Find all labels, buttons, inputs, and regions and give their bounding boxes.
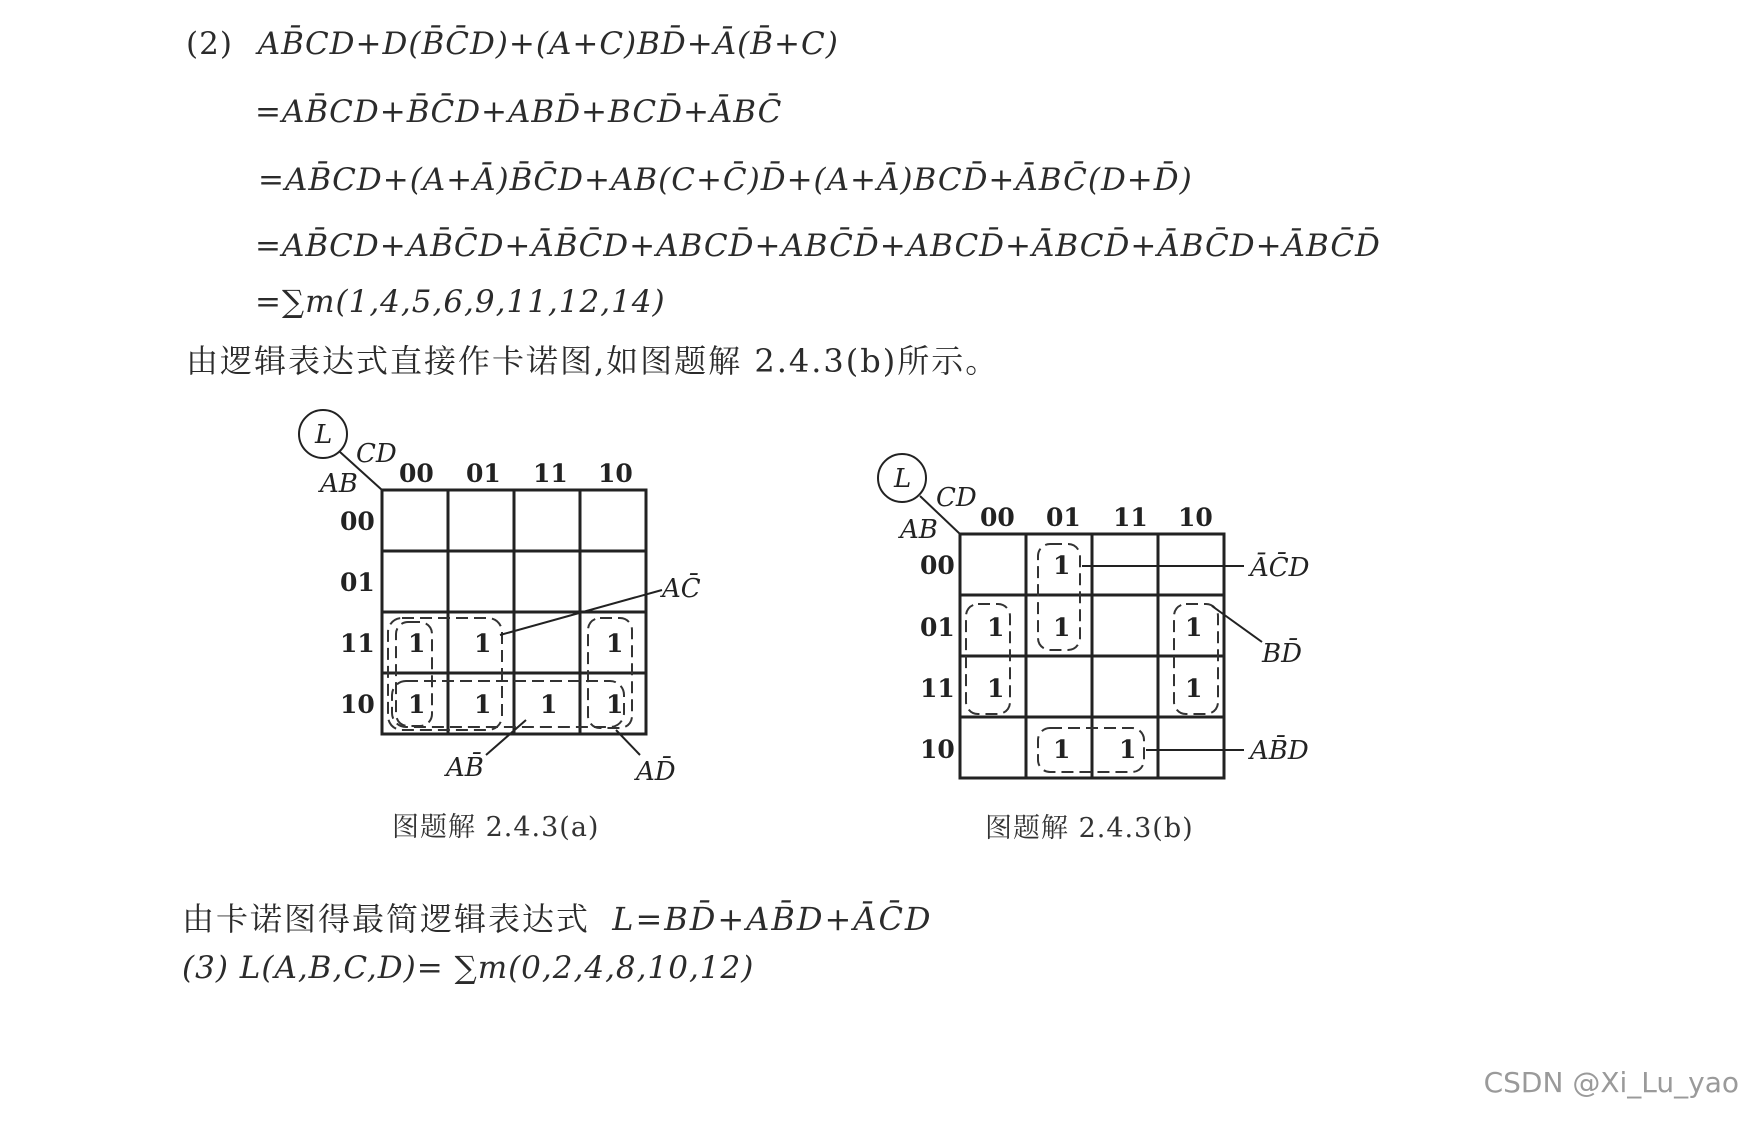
col-label-b-01: 01 [1046, 503, 1081, 532]
col-var-b: CD [936, 483, 977, 513]
cell-a-11-01: 1 [474, 629, 492, 658]
cell-a-11-00: 1 [408, 629, 426, 658]
output-label-a: L [315, 420, 333, 450]
output-circle-b [878, 454, 926, 502]
col-label-a-00: 00 [399, 459, 434, 488]
col-label-a-01: 01 [466, 459, 501, 488]
equation-line-1: (2) AB̄CD+D(B̄C̄D)+(A+C)BD̄+Ā(B̄+C) [186, 26, 839, 62]
col-label-a-11: 11 [533, 459, 568, 488]
result-prefix: 由卡诺图得最简逻辑表达式 [182, 900, 591, 938]
row-label-a-10: 10 [340, 690, 375, 719]
group-label-ac: AC̄ [662, 574, 701, 604]
output-circle-a [299, 410, 347, 458]
group-label-acd: ĀC̄D [1250, 553, 1310, 583]
row-label-a-00: 00 [340, 507, 375, 536]
equation-line-2: =AB̄CD+B̄C̄D+ABD̄+BCD̄+ĀBC̄ [255, 94, 783, 130]
leader-bd [1212, 606, 1262, 642]
caption-b: 图题解 2.4.3(b) [985, 813, 1194, 844]
output-label-b: L [894, 464, 912, 494]
col-var-a: CD [356, 439, 397, 469]
row-label-b-01: 01 [920, 613, 955, 642]
result-line [182, 894, 933, 940]
cell-a-10-01: 1 [474, 690, 492, 719]
equation-line-3: =AB̄CD+(A+Ā)B̄C̄D+AB(C+C̄)D̄+(A+Ā)BCD̄+ĀBC̄(D+D̄) [258, 162, 1193, 198]
cell-b-10-11: 1 [1119, 735, 1137, 764]
part3-line: (3) L(A,B,C,D)= ∑m(0,2,4,8,10,12) [182, 950, 755, 986]
cell-b-01-01: 1 [1053, 613, 1071, 642]
watermark: CSDN @Xi_Lu_yao [1483, 1066, 1739, 1099]
cell-b-10-01: 1 [1053, 735, 1071, 764]
col-label-b-10: 10 [1178, 503, 1213, 532]
group-label-ad: AD̄ [636, 757, 676, 787]
result-expression: L=BD̄+AB̄D+ĀC̄D [612, 900, 933, 938]
cell-a-10-10: 1 [606, 690, 624, 719]
col-label-b-00: 00 [980, 503, 1015, 532]
row-label-a-01: 01 [340, 568, 375, 597]
group-label-ab: AB̄ [446, 753, 484, 783]
equation-1: AB̄CD+D(B̄C̄D)+(A+C)BD̄+Ā(B̄+C) [257, 26, 839, 62]
cell-a-10-00: 1 [408, 690, 426, 719]
direct-map-sentence: 由逻辑表达式直接作卡诺图,如图题解 2.4.3(b)所示。 [186, 342, 1000, 380]
cell-b-11-00: 1 [987, 674, 1005, 703]
group-label-bd: BD̄ [1262, 639, 1302, 669]
cell-a-11-10: 1 [606, 629, 624, 658]
leader-ab [486, 720, 526, 755]
equation-line-4: =AB̄CD+AB̄C̄D+ĀB̄C̄D+ABCD̄+ABC̄D̄+ABCD̄+ĀBCD̄+ĀBC̄D+ĀBC̄D̄ [255, 228, 1381, 264]
cell-b-01-00: 1 [987, 613, 1005, 642]
cell-b-01-10: 1 [1185, 613, 1203, 642]
row-var-b: AB [900, 515, 938, 545]
col-label-a-10: 10 [598, 459, 633, 488]
kmap-grid-b [960, 534, 1224, 778]
equation-line-5: =∑m(1,4,5,6,9,11,12,14) [255, 284, 666, 320]
group-label-abd: AB̄D [1250, 736, 1309, 766]
row-label-b-10: 10 [920, 735, 955, 764]
caption-a: 图题解 2.4.3(a) [392, 812, 600, 843]
row-var-a: AB [320, 469, 358, 499]
cell-a-10-11: 1 [540, 690, 558, 719]
karnaugh-map-b [868, 446, 1388, 866]
row-label-b-00: 00 [920, 551, 955, 580]
row-label-b-11: 11 [920, 674, 955, 703]
col-label-b-11: 11 [1113, 503, 1148, 532]
cell-b-11-10: 1 [1185, 674, 1203, 703]
row-label-a-11: 11 [340, 629, 375, 658]
cell-b-00-01: 1 [1053, 551, 1071, 580]
